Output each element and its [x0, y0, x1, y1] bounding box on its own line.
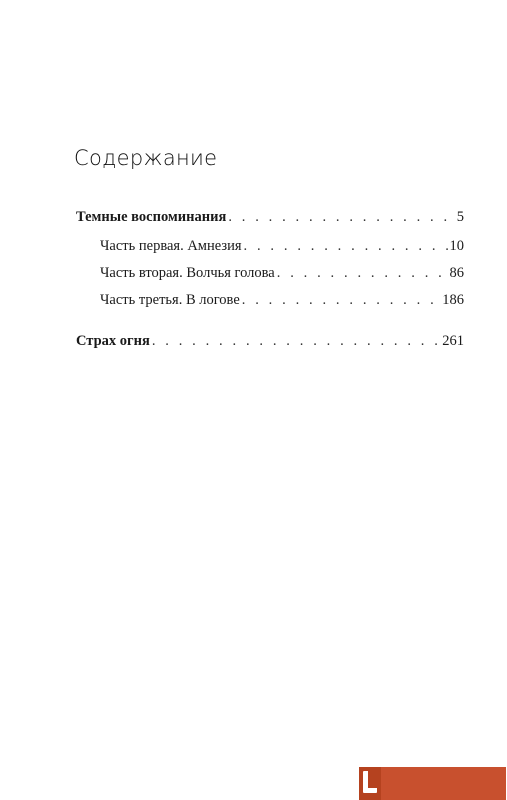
toc-entry-title: Часть первая. Амнезия — [100, 238, 242, 254]
dot-leader — [228, 208, 454, 226]
toc-entry-part[interactable] — [76, 332, 464, 350]
dot-leader — [152, 332, 440, 350]
toc-entry-title: Страх огня — [76, 333, 150, 349]
contents-heading: Содержание — [74, 146, 218, 170]
toc-entry-page: 186 — [442, 292, 464, 308]
toc-entry-chapter[interactable] — [76, 237, 464, 255]
logo-tab — [359, 767, 381, 800]
toc-entry-chapter[interactable] — [76, 291, 464, 309]
dot-leader — [244, 237, 448, 255]
toc-entry-title: Часть вторая. Волчья голова — [100, 265, 275, 281]
dot-leader — [242, 291, 440, 309]
publisher-logo-icon — [359, 767, 506, 800]
toc-entry-chapter[interactable] — [76, 264, 464, 282]
toc-entry-title: Темные воспоминания — [76, 209, 227, 225]
logo-letter-l-icon — [363, 771, 377, 793]
toc-entry-title: Часть третья. В логове — [100, 292, 240, 308]
toc-entry-page: 5 — [456, 209, 464, 225]
toc-entry-page: 86 — [449, 265, 464, 281]
toc-entry-page: 10 — [449, 238, 464, 254]
toc-entry-page: 261 — [442, 333, 464, 349]
dot-leader — [277, 264, 448, 282]
toc-entry-part[interactable] — [76, 208, 464, 226]
